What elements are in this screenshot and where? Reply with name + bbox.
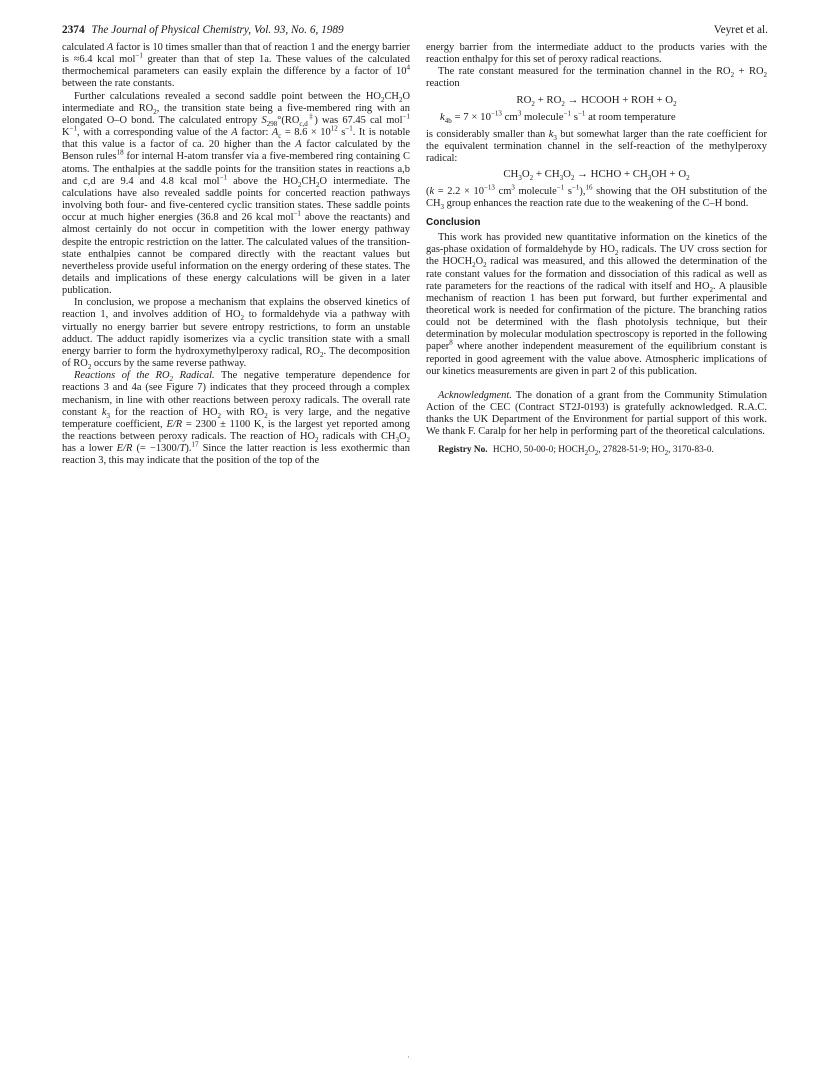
right-column (426, 42, 767, 456)
page-number: 2374 (62, 24, 85, 36)
paragraph-conclusion: This work has provided new quantitative information on the kinetics of the gas-phase oxidation of formaldehyde by $HO_2$ radicals. The UV cross section for the $HOCH_2O_2$ radical was measured, and this allowed the determination of the rate constant values for the formation and dissociation of this radical as well as rate parameters for the reactions of the radical with itself and $HO_2$. A plausible mechanism of reaction 1 has been put forward, but further experimental and theoretical work is needed for confirmation of the picture. The branching ratios could not be determined with the flash photolysis technique, but their determination by molecular modulation spectroscopy is reported in the following paper$^8$ where another independent measurement of the equilibrium constant is reported in good agreement with the value above. Atmospheric implications of our kinetics measurements are given in part 2 of this publication. (426, 232, 767, 377)
equation-ch3o2: $CH_3O_2 + CH_3O_2$ → HCHO + $CH_3OH + O_2$ (503, 168, 690, 183)
running-head-authors: Veyret et al. (713, 24, 768, 36)
equation-ro2-ro2: $RO_2 + RO_2$ → HCOOH + ROH + $O_2$ (516, 93, 677, 108)
paragraph-energy-barrier: energy barrier from the intermediate adduct to the products varies with the reaction enthalpy for this set of peroxy radical reactions. (426, 42, 767, 66)
equation-k4b: $k_{4b} = 7 \times 10^{-13}$ $cm^3$ molecule$^{-1}$ $s^{-1}$ at room temperature (440, 109, 676, 125)
paragraph-termination-channel: The rate constant measured for the termination channel in the $RO_2 + RO_2$ reaction (426, 66, 767, 90)
left-column (62, 42, 410, 467)
paragraph-oh-substitution: ($k = 2.2 \times 10^{-13}$ $cm^3$ molecule$^{-1}$ $s^{-1}),^{16}$ showing that the OH substitution of the $CH_3$ group enhances the reaction rate due to the weakening of the C–H bond. (426, 183, 767, 211)
paragraph-ro2-reactions: Reactions of the $RO_2$ Radical. The negative temperature dependence for reactions 3 and 4a (see Figure 7) indicates that they proceed through a complex mechanism, in line with other reactions between peroxy radicals. The overall rate constant $k_3$ for the reaction of $HO_2$ with $RO_2$ is very large, and the negative temperature coefficient, E/R = 2300 ± 1100 K, is the largest yet reported among the reactions between peroxy radicals. The reaction of $HO_2$ radicals with $CH_3O_2$ has a lower E/R (= −1300/T).$^{17}$ Since the latter reaction is less exothermic than reaction 3, this may indicate that the position of the top of the (62, 370, 410, 467)
section-spacer (426, 378, 767, 390)
paragraph-conclusion-mechanism: In conclusion, we propose a mechanism that explains the observed kinetics of reaction 1, and involves addition of $HO_2$ to formaldehyde via a pathway with virtually no energy barrier but severe entropy restrictions, to form an unstable adduct. The adduct rapidly isomerizes via a cyclic transition state with a small energy barrier to form the hydroxymethylperoxy radical, $RO_2$. The decomposition of $RO_2$ occurs by the same reverse pathway. (62, 297, 410, 372)
running-head-left (62, 22, 344, 38)
journal-citation: The Journal of Physical Chemistry, Vol. 93, No. 6, 1989 (91, 24, 344, 36)
acknowledgment-heading: Acknowledgment. (438, 389, 512, 401)
paragraph-acknowledgment: Acknowledgment. The donation of a grant from the Community Stimulation Action of the CEC (Contract ST2J-0193) is gratefully acknowledged. R.A.C. thanks the UK Department of the Environment for partial support of this work. We thank F. Caralp for her help in performing part of the theoretical calculations. (426, 389, 767, 438)
page-footer-mark: · (407, 1052, 410, 1062)
running-head (62, 22, 768, 38)
paragraph-saddle-point: Further calculations revealed a second saddle point between the $HO_2CH_2O$ intermediate and $RO_2$, the transition state being a five-membered ring with an elongated O–O bond. The calculated entropy $S_{298}^\circ(RO_{c,d}^\ddagger)$ was 67.45 cal mol$^{-1}$ $K^{-1}$, with a corresponding value of the A factor: $A_c = 8.6 \times 10^{12}$ $s^{-1}$. It is notable that this value is a factor of ca. 20 higher than the A factor calculated by the Benson rules$^{18}$ for internal H-atom transfer via a five-membered ring containing C atoms. The enthalpies at the saddle points for the transition states in reactions a,b and c,d are 9.4 and 4.8 kcal mol$^{-1}$ above the $HO_2CH_2O$ intermediate. The calculations have also revealed saddle points for concerted reaction pathways involving both four- and five-centered cyclic transition states. These saddle points occur at much higher energies (36.8 and 26 kcal mol$^{-1}$ above the reactants) and almost certainly do not occur in competition with the lower energy pathway despite the entropic restriction on the latter. The calculated values of the transition-state enthalpies cannot be compared directly with the reactant values but nevertheless provide useful information on the energy ordering of these states. The details and implications of these energy calculations will be given in a later publication. (62, 90, 410, 297)
registry-numbers: Registry No. HCHO, 50-00-0; $HOCH_2O_2$, 27828-51-9; $HO_2$, 3170-83-0. (438, 444, 714, 457)
conclusion-heading: Conclusion (426, 216, 481, 228)
paragraph-a-factor: calculated A factor is 10 times smaller than that of reaction 1 and the energy barrier is ≈6.4 kcal mol$^{-1}$ greater than that of step 1a. These values of the calculated thermochemical parameters can easily explain the difference by a factor of $10^4$ between the rate constants. (62, 42, 410, 90)
paragraph-comparison: is considerably smaller than $k_3$ but somewhat larger than the rate coefficient for the equivalent termination channel in the self-reaction of the methylperoxy radical: (426, 128, 767, 165)
run-in-heading: Reactions of the $RO_2$ Radical. (74, 370, 215, 384)
